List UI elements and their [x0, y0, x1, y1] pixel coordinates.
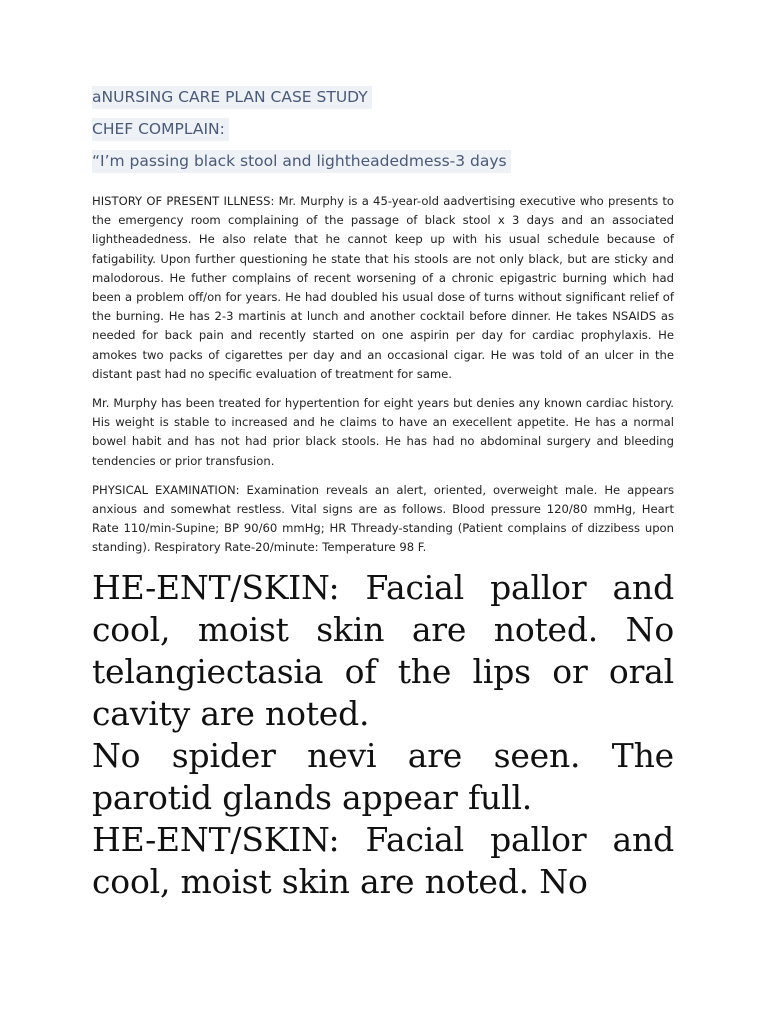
heent-skin-paragraph-repeat: HE-ENT/SKIN: Facial pallor and cool, moist skin are noted. No: [92, 819, 674, 901]
chief-complaint-label: CHEF COMPLAIN:: [92, 118, 229, 141]
document-title: aNURSING CARE PLAN CASE STUDY: [92, 86, 372, 109]
document-page: [92, 86, 674, 903]
medical-history-paragraph: Mr. Murphy has been treated for hypertention for eight years but denies any known cardiac history. His weight is stable to increased and he claims to have an execellent appetite. He has a normal bowel habit and has not had prior black stools. He has had no abdominal surgery and bleeding tendencies or prior transfusion.: [92, 396, 674, 468]
spider-nevi-paragraph: No spider nevi are seen. The parotid glands appear full.: [92, 735, 674, 817]
physical-examination-paragraph: PHYSICAL EXAMINATION: Examination reveals an alert, oriented, overweight male. He appears anxious and somewhat restless. Vital signs are as follows. Blood pressure 120/80 mmHg, Heart Rate 110/min-Supine; BP 90/60 mmHg; HR Thready-standing (Patient complains of dizzibess upon standing). Respiratory Rate-20/minute: Temperature 98 F.: [92, 482, 674, 555]
chief-complaint-quote: “I’m passing black stool and lightheadedmess-3 days: [92, 150, 511, 173]
heent-skin-paragraph: HE-ENT/SKIN: Facial pallor and cool, moist skin are noted. No telangiectasia of the lips or oral cavity are noted.: [92, 567, 674, 733]
history-of-present-illness: HISTORY OF PRESENT ILLNESS: Mr. Murphy is a 45-year-old aadvertising executive who presents to the emergency room complaining of the passage of black stool x 3 days and an associated lightheadedness. He also relate that he cannot keep up with his usual schedule because of fatigability. Upon further questioning he state that his stools are not only black, but are sticky and malodorous. He futher complains of recent worsening of a chronic epigastric burning which had been a problem off/on for years. He had doubled his usual dose of turns without significant relief of the burning. He has 2-3 martinis at lunch and another cocktail before dinner. He takes NSAIDS as needed for back pain and recently started on one aspirin per day for cardiac prophylaxis. He amokes two packs of cigarettes per day and an occasional cigar. He was told of an ulcer in the distant past had no specific evaluation of treatment for same.: [92, 194, 674, 381]
